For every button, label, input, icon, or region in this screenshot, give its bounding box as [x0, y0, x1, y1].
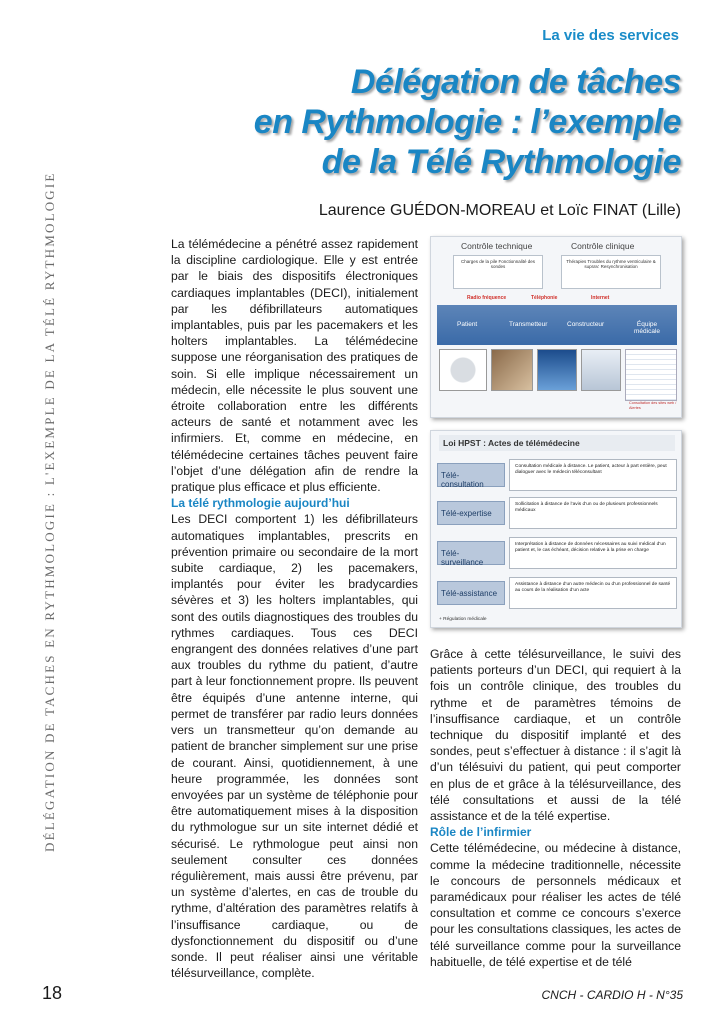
link-label: Radio fréquence — [467, 295, 507, 301]
body-paragraph: Grâce à cette télésurveillance, le suivi des patients porteurs d’un DECI, qui requiert à la fois un contrôle clinique, des troubles du rythme et de paramètres témoins de l’insuffisance cardiaque, et un contrôle technique du dispositif implanté et des sondes, peut s’effectuer à distance : il s’agit là d’un télésuivi du patient, qui peut comporter en plus de et grâce à la télésurveillance, des télé consultations et aussi de la télé assistance et de la télé expertise. — [430, 647, 681, 824]
figure-title: Loi HPST : Actes de télémédecine — [439, 435, 675, 451]
figure-footnote: + Régulation médicale — [439, 617, 487, 622]
figure-telesurveillance-chain — [430, 236, 682, 418]
server-image — [537, 349, 577, 391]
chain-step: Patient — [457, 321, 478, 328]
figure-box: Charges de la pile Fonctionnalité des sondes — [453, 255, 543, 289]
article-title — [161, 62, 681, 182]
chain-step: Équipe médicale — [633, 321, 660, 335]
act-description: Interprétation à distance de données nécessaires au suivi médical d’un patient et, le cas échéant, décision relative à la prise en charge — [509, 537, 677, 569]
journal-footer: CNCH - CARDIO H - N°35 — [541, 988, 683, 1002]
device-image — [439, 349, 487, 391]
act-row — [437, 459, 677, 491]
body-paragraph: Cette télémédecine, ou médecine à distance, comme la médecine traditionnelle, nécessite le concours de personnels médicaux et paramédicaux pour réaliser les actes de télé consultation et comme ce concours s’exerce pour les consultations classiques, les actes de télé surveillance comme pour la surveillance habituelle, de télé expertise et de télé — [430, 841, 681, 969]
act-description: Sollicitation à distance de l’avis d’un ou de plusieurs professionnels médicaux — [509, 497, 677, 529]
page-number: 18 — [42, 983, 63, 1003]
left-column — [171, 236, 418, 981]
figure-note: Consultation des sites web / Alertes — [629, 401, 677, 410]
figure-box: Thérapies Troubles du rythme ventriculaire & supraV. Resynchronisation — [561, 255, 661, 289]
figure-hpst-acts — [430, 430, 682, 628]
act-label: Télé-consultation — [437, 463, 505, 487]
figure-label: Contrôle technique — [461, 241, 533, 251]
right-column — [430, 646, 681, 970]
subheading: La télé rythmologie aujourd’hui — [171, 496, 350, 511]
chain-step: Constructeur — [567, 321, 605, 328]
body-paragraph: Les DECI comportent 1) les défibrillateurs automatiques implantables, prescrits en prévention primaire ou secondaire de la mort subite cardiaque, 2) les pacemakers, implantés pour éviter les bradycardies sévères et 3) les holters implantables, qui sont des outils diagnostiques des troubles du rythmes cardiaques. Tous ces DECI engrangent des données relatives d’une part aux troubles du rythme du patient, d’autre part à leur fonctionnement propre. Ils peuvent être équipés d’une antenne interne, qui permet de transférer par radio leurs données vers un transmetteur qu’on demande au patient de brancher simplement sur une prise de courant. Ainsi, quotidiennement, à une heure programmée, les données sont envoyées par un système de téléphonie pour être automatiquement mises à la disposition du rythmologue sur un site internet dédié et sécurisé. Le rythmologue peut ainsi non seulement consulter ces données régulièrement, mais aussi être prévenu, par un système d’alertes, en cas de trouble du rythme, d’altération des paramètres relatifs à l’insuffisance cardiaque, ou de dysfonctionnement du dispositif ou d’une sonde. Il peut réaliser ainsi une véritable télésurveillance, complète. — [171, 512, 418, 981]
act-description: Consultation médicale à distance. Le patient, acteur à part entière, peut dialoguer avec le médecin téléconsultant — [509, 459, 677, 491]
figure-label: Contrôle clinique — [571, 241, 635, 251]
act-row — [437, 577, 677, 609]
act-label: Télé-assistance — [437, 581, 505, 605]
link-label: Internet — [591, 295, 610, 301]
act-label: Télé-expertise — [437, 501, 505, 525]
link-label: Téléphonie — [531, 295, 558, 301]
chain-step: Transmetteur — [509, 321, 548, 328]
chain-band — [437, 305, 677, 345]
subheading: Rôle de l’infirmier — [430, 825, 532, 840]
title-line: en Rythmologie : l’exemple — [253, 103, 681, 141]
title-line: Délégation de tâches — [350, 63, 681, 101]
section-label: La vie des services — [542, 27, 679, 44]
intro-paragraph: La télémédecine a pénétré assez rapidement la discipline cardiologique. Elle y est entrée par le biais des dispositifs électroniques cardiaques implantables (DECI), initialement par les défibrillateurs automatiques implantables, puis par les pacemakers et les holters implantables. La télémédecine suppose une réorganisation des pratiques de soin. Si elle implique nécessairement un médecin, elle nécessite le plus souvent une étroite collaboration entre les différents acteurs de santé et notamment avec les infirmiers. Et, comme en médecine, en télémédecine certaines tâches peuvent faire l’objet d’une délégation afin de rendre la pratique plus efficace et plus efficiente. — [171, 237, 418, 495]
data-table-image — [625, 349, 677, 401]
act-label: Télé-surveillance — [437, 541, 505, 565]
authors: Laurence GUÉDON-MOREAU et Loïc FINAT (Lille) — [318, 202, 681, 219]
team-image — [581, 349, 621, 391]
act-row — [437, 537, 677, 569]
act-description: Assistance à distance d’un autre médecin ou d’un professionnel de santé au cours de la réalisation d’un acte — [509, 577, 677, 609]
vertical-running-title: DÉLÉGATION DE TACHES EN RYTHMOLOGIE : L'EXEMPLE DE LA TÉLÉ RYTHMOLOGIE — [42, 171, 57, 852]
transmitter-image — [491, 349, 533, 391]
act-row — [437, 497, 677, 529]
title-line: de la Télé Rythmologie — [321, 143, 681, 181]
